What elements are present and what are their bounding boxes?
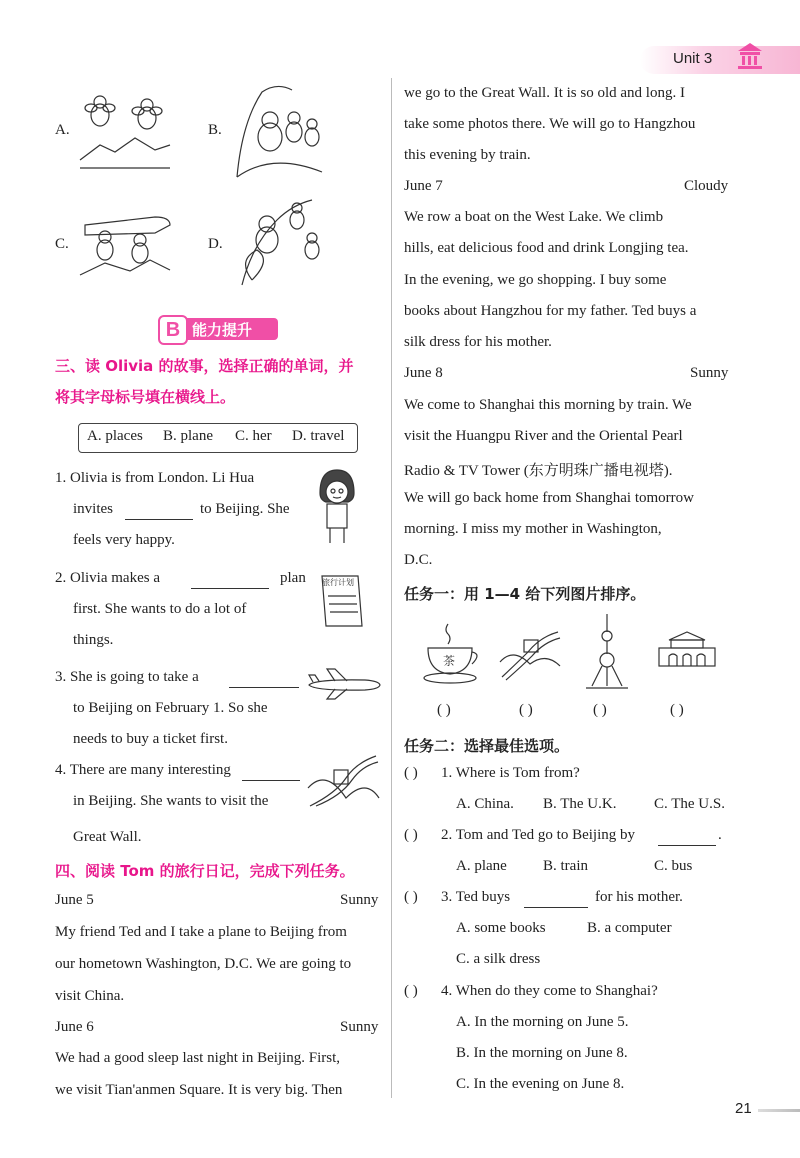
choice-option[interactable]: A. China.: [456, 796, 514, 812]
option-a-label: A.: [55, 122, 70, 138]
airplane-illustration: [305, 667, 383, 701]
choice-option[interactable]: C. bus: [654, 858, 693, 874]
diary-line: hills, eat delicious food and drink Longjing tea.: [404, 240, 689, 256]
diary-line: We row a boat on the West Lake. We climb: [404, 209, 664, 225]
diary-date: June 8: [404, 365, 443, 381]
choice-option[interactable]: B. train: [543, 858, 588, 874]
page-number: 21: [735, 1100, 752, 1117]
answer-paren[interactable]: ( ): [404, 827, 418, 843]
unit-label: Unit 3: [673, 50, 713, 67]
travel-plan-text: 旅行计划: [322, 578, 354, 587]
option-c-label: C.: [55, 236, 69, 252]
section4-title: 四、阅读 Tom 的旅行日记，完成下列任务。: [55, 862, 355, 880]
choice-option[interactable]: A. plane: [456, 858, 507, 874]
diary-line: we go to the Great Wall. It is so old and long. I: [404, 85, 685, 101]
q3-blank[interactable]: [229, 686, 299, 688]
diary-line: We had a good sleep last night in Beijing. First,: [55, 1050, 341, 1066]
q1-line2b: to Beijing. She: [200, 501, 290, 517]
choice-option[interactable]: C. In the evening on June 8.: [456, 1076, 625, 1092]
word-option: D. travel: [292, 428, 345, 444]
section3-title-2: 将其字母标号填在横线上。: [55, 388, 236, 406]
diary-weather: Cloudy: [684, 178, 729, 194]
word-option: B. plane: [163, 428, 213, 444]
choice-option[interactable]: C. The U.S.: [654, 796, 725, 812]
choice-option[interactable]: A. some books: [456, 920, 546, 936]
q1-blank[interactable]: [125, 518, 193, 520]
badge-letter: B: [158, 315, 188, 345]
badge-label: 能力提升: [192, 321, 253, 339]
unit-tab: [640, 46, 800, 74]
q3-task-blank[interactable]: [524, 906, 588, 908]
diary-date: June 6: [55, 1019, 94, 1035]
diary-line: our hometown Washington, D.C. We are going to: [55, 956, 352, 972]
q2-line2: first. She wants to do a lot of: [73, 601, 247, 617]
diary-line: We will go back home from Shanghai tomorrow: [404, 490, 694, 506]
diary-line: we visit Tian'anmen Square. It is very big. Then: [55, 1082, 343, 1098]
q2-line1a: 2. Olivia makes a: [55, 570, 160, 586]
q2-task-blank[interactable]: [658, 844, 716, 846]
temple-icon: [735, 41, 765, 71]
answer-paren[interactable]: ( ): [404, 983, 418, 999]
choice-option[interactable]: A. In the morning on June 5.: [456, 1014, 629, 1030]
bees-leaves-illustration: [232, 190, 327, 290]
q3-line2: to Beijing on February 1. So she: [73, 700, 268, 716]
choice-option[interactable]: B. The U.K.: [543, 796, 617, 812]
q1-line1: 1. Olivia is from London. Li Hua: [55, 470, 255, 486]
bees-train-illustration: [75, 205, 175, 285]
q1-line3: feels very happy.: [73, 532, 175, 548]
diary-weather: Sunny: [690, 365, 729, 381]
q3-line3: needs to buy a ticket first.: [73, 731, 228, 747]
diary-line: take some photos there. We will go to Hangzhou: [404, 116, 696, 132]
order-answer-box[interactable]: ( ): [593, 702, 607, 718]
choice-option[interactable]: B. a computer: [587, 920, 672, 936]
question-stem: 3. Ted buys: [441, 889, 511, 905]
q2-line1b: plan: [280, 570, 306, 586]
column-divider: [391, 78, 392, 1098]
question-stem: 1. Where is Tom from?: [441, 765, 580, 781]
q2-line3: things.: [73, 632, 114, 648]
q4-line3: Great Wall.: [73, 829, 142, 845]
question-stem: 2. Tom and Ted go to Beijing by: [441, 827, 636, 843]
question-stem-end: .: [718, 827, 722, 843]
great-wall-illustration: [306, 748, 381, 810]
diary-line: books about Hangzhou for my father. Ted buys a: [404, 303, 697, 319]
word-option: C. her: [235, 428, 272, 444]
order-answer-box[interactable]: ( ): [670, 702, 684, 718]
q4-line2: in Beijing. She wants to visit the: [73, 793, 269, 809]
tea-character: 茶: [443, 654, 456, 668]
task1-title: 任务一：用 1—4 给下列图片排序。: [404, 585, 646, 603]
word-option: A. places: [87, 428, 143, 444]
q3-line1: 3. She is going to take a: [55, 669, 199, 685]
section3-title-1: 三、读 Olivia 的故事，选择正确的单词，并: [55, 357, 354, 375]
diary-date: June 5: [55, 892, 94, 908]
diary-line: visit the Huangpu River and the Oriental Pearl: [404, 428, 683, 444]
diary-line: visit China.: [55, 988, 125, 1004]
q4-line1: 4. There are many interesting: [55, 762, 231, 778]
choice-option[interactable]: B. In the morning on June 8.: [456, 1045, 628, 1061]
diary-line: morning. I miss my mother in Washington,: [404, 521, 662, 537]
diary-line: We come to Shanghai this morning by train. We: [404, 397, 692, 413]
order-answer-box[interactable]: ( ): [437, 702, 451, 718]
page-number-decoration: [758, 1109, 800, 1112]
q4-blank[interactable]: [242, 779, 300, 781]
q2-blank[interactable]: [191, 587, 269, 589]
great-wall-illustration-2: [498, 622, 563, 682]
diary-date: June 7: [404, 178, 443, 194]
diary-weather: Sunny: [340, 1019, 379, 1035]
task2-title: 任务二：选择最佳选项。: [404, 737, 570, 755]
diary-weather: Sunny: [340, 892, 379, 908]
answer-paren[interactable]: ( ): [404, 765, 418, 781]
option-d-label: D.: [208, 236, 223, 252]
girl-illustration: [312, 468, 362, 546]
order-answer-box[interactable]: ( ): [519, 702, 533, 718]
diary-line: In the evening, we go shopping. I buy some: [404, 272, 667, 288]
tiananmen-illustration: [655, 628, 720, 670]
bees-landscape-illustration: [75, 90, 175, 175]
answer-paren[interactable]: ( ): [404, 889, 418, 905]
option-b-label: B.: [208, 122, 222, 138]
question-stem-end: for his mother.: [595, 889, 683, 905]
diary-line: My friend Ted and I take a plane to Beijing from: [55, 924, 347, 940]
diary-line: silk dress for his mother.: [404, 334, 552, 350]
bees-flower-illustration: [232, 82, 327, 182]
pearl-tower-illustration: [582, 612, 632, 690]
choice-option[interactable]: C. a silk dress: [456, 951, 541, 967]
question-stem: 4. When do they come to Shanghai?: [441, 983, 658, 999]
diary-line: Radio & TV Tower (东方明珠广播电视塔).: [404, 463, 673, 479]
diary-line: D.C.: [404, 552, 433, 568]
q1-line2a: invites: [73, 501, 113, 517]
diary-line: this evening by train.: [404, 147, 531, 163]
